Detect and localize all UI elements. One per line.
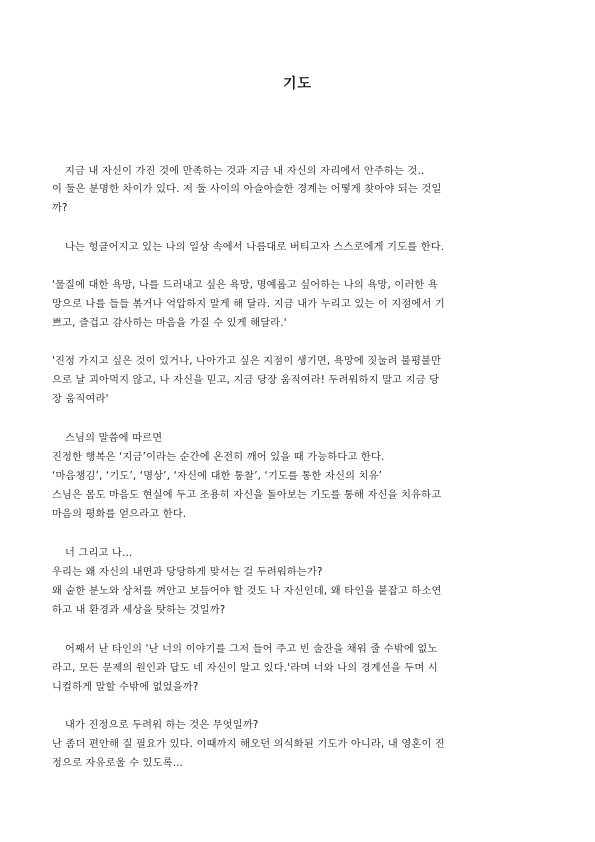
paragraph-4-line-1: 너 그리고 나... (65, 548, 133, 559)
document-title: 기도 (282, 76, 313, 92)
paragraph-5-line-3: 니컬하게 말할 수밖에 없었을까? (52, 682, 199, 693)
quote-2-line-1: '진정 가지고 싶은 것이 있거나, 나아가고 싶은 지점이 생기면, 욕망에 짓눌려 불평불만 (52, 356, 442, 367)
paragraph-3-line-1: 스님의 말씀에 따르면 (65, 433, 163, 444)
paragraph-2-line-1: 나는 헝클어지고 있는 나의 일상 속에서 나름대로 버티고자 스스로에게 기도를 한다. (65, 242, 445, 253)
paragraph-5-line-1: 어째서 난 타인의 '난 너의 이야기를 그저 들어 주고 빈 술잔을 채워 줄 수밖에 없노 (65, 644, 438, 655)
quote-1-line-1: '물질에 대한 욕망, 나를 드러내고 싶은 욕망, 명예롭고 싶어하는 나의 욕망, 이러한 욕 (52, 280, 438, 291)
paragraph-5-line-2: 라고, 모든 문제의 원인과 답도 네 자신이 알고 있다.'라며 너와 나의 경계선을 두며 시 (52, 663, 438, 674)
paragraph-4-line-3: 왜 숱한 분노와 상처를 껴안고 보듬어야 할 것도 나 자신인데, 왜 타인을 붙잡고 하소연 (52, 586, 442, 597)
paragraph-4-line-2: 우리는 왜 자신의 내면과 당당하게 맞서는 걸 두려워하는가? (52, 567, 323, 578)
paragraph-3-line-2: 진정한 행복은 ‘지금’이라는 순간에 온전히 깨어 있을 때 가능하다고 한다. (52, 452, 385, 463)
paragraph-6-line-2: 난 좀더 편안해 질 필요가 있다. 이때까지 해오던 의식화된 기도가 아니라, 내 영혼이 진 (52, 739, 445, 750)
paragraph-1-line-1: 지금 내 자신이 가진 것에 만족하는 것과 지금 내 자신의 자리에서 안주하는 것.. (65, 166, 425, 177)
paragraph-1-line-3: 까? (52, 203, 68, 214)
paragraph-3-line-5: 마음의 평화를 얻으라고 한다. (52, 509, 187, 520)
quote-2-line-3: 장 움직여라' (52, 394, 109, 405)
paragraph-6-line-3: 정으로 자유로울 수 있도록... (52, 758, 184, 769)
paragraph-6-line-1: 내가 진정으로 두려워 하는 것은 무엇일까? (65, 720, 259, 731)
paragraph-4-line-4: 하고 내 환경과 세상을 탓하는 것일까? (52, 605, 226, 616)
paragraph-3-line-3: ‘마음챙김’, ‘기도’, ‘명상’, ‘자신에 대한 통찰’, ‘기도를 통한 자신의 치유’ (52, 471, 383, 482)
quote-1-line-3: 쁘고, 즐겁고 감사하는 마음을 가질 수 있게 해달라.' (52, 318, 287, 329)
quote-2-line-2: 으로 날 괴아먹지 않고, 나 자신을 믿고, 지금 당장 움직여라! 두려워하지 말고 지금 당 (52, 375, 440, 386)
paragraph-3-line-4: 스님은 몸도 마음도 현실에 두고 조용히 자신을 돌아보는 기도를 통해 자신을 치유하고 (52, 490, 442, 501)
quote-1-line-2: 망으로 나를 들들 볶거나 억압하지 말게 해 달라. 지금 내가 누리고 있는 이 지점에서 기 (52, 299, 445, 310)
paragraph-1-line-2: 이 둘은 분명한 차이가 있다. 저 둘 사이의 아슬아슬한 경계는 어떻게 찾아야 되는 것일 (52, 184, 442, 195)
